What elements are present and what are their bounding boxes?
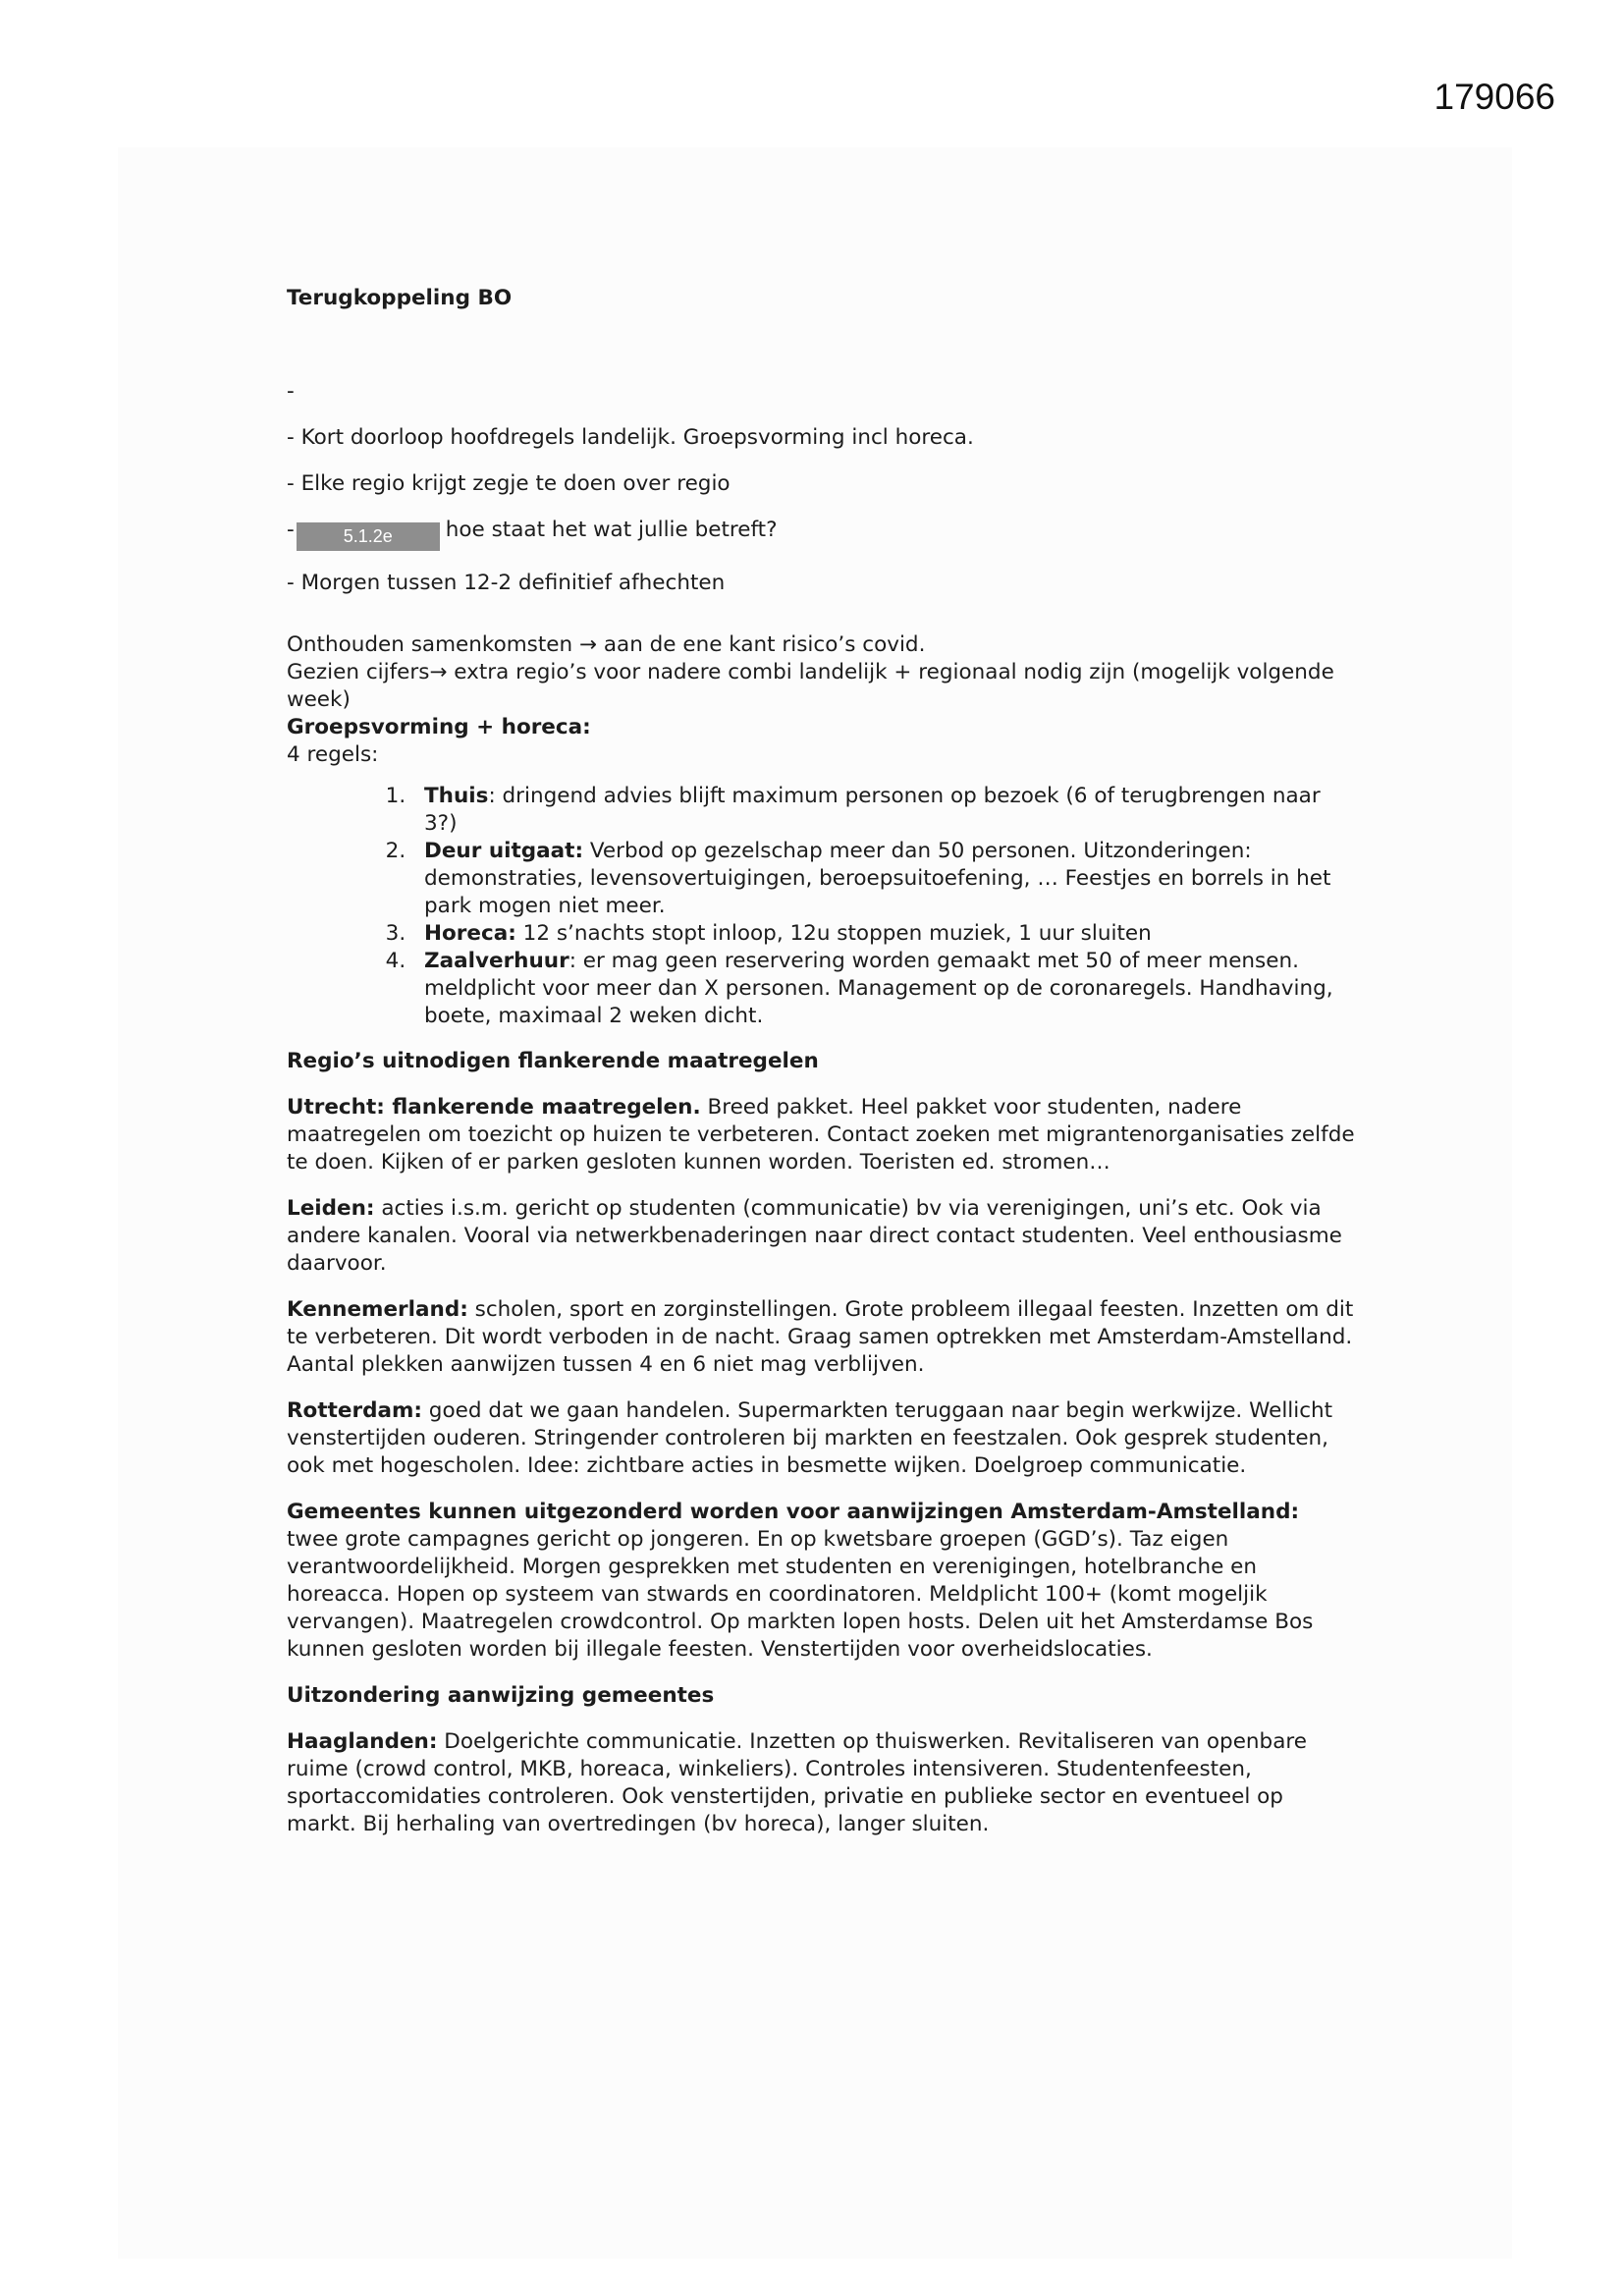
region-text: twee grote campagnes gericht op jongeren. En op kwetsbare groepen (GGD’s). Taz eigen verantwoordelijkheid. Morgen gesprekken met studenten en verenigingen, hotelbranche en horeacca. Hopen op systeem van stwards en coordinatoren. Meldplicht 100+ (komt mogeljik vervangen). Maatregelen crowdcontrol. Op markten lopen hosts. Delen uit het Amsterdamse Bos kunnen gesloten worden bij illegale feesten. Venstertijden voor overheidslocaties. (287, 1527, 1314, 1662)
empty-dash-line: - (287, 379, 295, 404)
rule-item (412, 783, 1357, 838)
bullet-line-2: - Elke regio krijgt zegje te doen over regio (287, 471, 731, 496)
rule-item (412, 948, 1357, 1030)
bullet-line-1: - Kort doorloop hoofdregels landelijk. Groepsvorming incl horeca. (287, 425, 974, 450)
region-paragraph-haaglanden (287, 1728, 1357, 1838)
region-text: scholen, sport en zorginstellingen. Grote probleem illegaal feesten. Inzetten om dit te verbeteren. Dit wordt verboden in de nacht. Graag samen optrekken met Amsterdam-Amstelland. Aantal plekken aanwijzen tussen 4 en 6 niet mag verblijven. (287, 1297, 1354, 1377)
intro-line-1: Onthouden samenkomsten → aan de ene kant risico’s covid. (287, 632, 926, 657)
bullet-line-3 (287, 517, 1357, 551)
bullet-dash: - (287, 518, 295, 542)
region-text: goed dat we gaan handelen. Supermarkten teruggaan naar begin werkwijze. Wellicht venstertijden ouderen. Stringender controleren bij markten en feestzalen. Ook gesprek studenten, ook met hogescholen. Idee: zichtbare acties in besmette wijken. Doelgroep communicatie. (287, 1398, 1333, 1478)
region-label: Gemeentes kunnen uitgezonderd worden voor aanwijzingen Amsterdam-Amstelland: (287, 1500, 1300, 1524)
region-paragraph-leiden (287, 1195, 1357, 1278)
intro-line-2: Gezien cijfers→ extra regio’s voor nadere combi landelijk + regionaal nodig zijn (mogelijk volgende week) (287, 660, 1334, 712)
redaction-box: 5.1.2e (297, 522, 440, 551)
region-label: Utrecht: flankerende maatregelen. (287, 1095, 701, 1120)
region-label: Rotterdam: (287, 1398, 422, 1423)
document-body (287, 285, 1357, 1838)
groepsvorming-heading: Groepsvorming + horeca: (287, 715, 591, 739)
rules-count: 4 regels: (287, 742, 379, 767)
region-text: Breed pakket. Heel pakket voor studenten, nadere maatregelen om toezicht op huizen te verbeteren. Contact zoeken met migrantenorganisaties zelfde te doen. Kijken of er parken gesloten kunnen worden. Toeristen ed. stromen… (287, 1095, 1355, 1175)
section-heading-exceptions: Uitzondering aanwijzing gemeentes (287, 1683, 715, 1708)
region-text: Doelgerichte communicatie. Inzetten op thuiswerken. Revitaliseren van openbare ruime (crowd control, MKB, horeaca, winkeliers). Controles intensiveren. Studentenfeesten, sportaccomidaties controleren. Ook venstertijden, privatie en publieke sector en eventueel op markt. Bij herhaling van overtredingen (bv horeca), langer sluiten. (287, 1729, 1307, 1836)
region-label: Leiden: (287, 1196, 375, 1221)
rule-label: Horeca: (424, 921, 516, 946)
bullet-line-4: - Morgen tussen 12-2 definitief afhechten (287, 571, 726, 595)
region-paragraph-kennemerland (287, 1296, 1357, 1379)
section-heading-regions: Regio’s uitnodigen flankerende maatregelen (287, 1049, 819, 1073)
region-paragraph-rotterdam (287, 1397, 1357, 1480)
document-title: Terugkoppeling BO (287, 286, 513, 310)
region-label: Kennemerland: (287, 1297, 468, 1322)
rule-text: 12 s’nachts stopt inloop, 12u stoppen muziek, 1 uur sluiten (515, 921, 1152, 946)
bullet-text: hoe staat het wat jullie betreft? (445, 518, 778, 542)
region-label: Haaglanden: (287, 1729, 438, 1754)
document-number: 179066 (1434, 77, 1555, 117)
rule-text: : er mag geen reservering worden gemaakt met 50 of meer mensen. meldplicht voor meer dan X personen. Management op de coronaregels. Handhaving, boete, maximaal 2 weken dicht. (424, 949, 1333, 1028)
region-text: acties i.s.m. gericht op studenten (communicatie) bv via verenigingen, uni’s etc. Ook via andere kanalen. Vooral via netwerkbenaderingen naar direct contact studenten. Veel enthousiasme daarvoor. (287, 1196, 1342, 1276)
region-paragraph-amsterdam (287, 1499, 1357, 1664)
rule-label: Thuis (424, 784, 489, 808)
rule-label: Deur uitgaat: (424, 839, 584, 863)
rule-item (412, 838, 1357, 920)
rule-item (412, 920, 1357, 948)
rule-label: Zaalverhuur (424, 949, 569, 973)
region-paragraph-utrecht (287, 1094, 1357, 1176)
rules-list (287, 783, 1357, 1030)
rule-text: : dringend advies blijft maximum personen op bezoek (6 of terugbrengen naar 3?) (424, 784, 1321, 836)
rule-text: Verbod op gezelschap meer dan 50 personen. Uitzonderingen: demonstraties, levensovertuigingen, beroepsuitoefening, … Feestjes en borrels in het park mogen niet meer. (424, 839, 1331, 918)
